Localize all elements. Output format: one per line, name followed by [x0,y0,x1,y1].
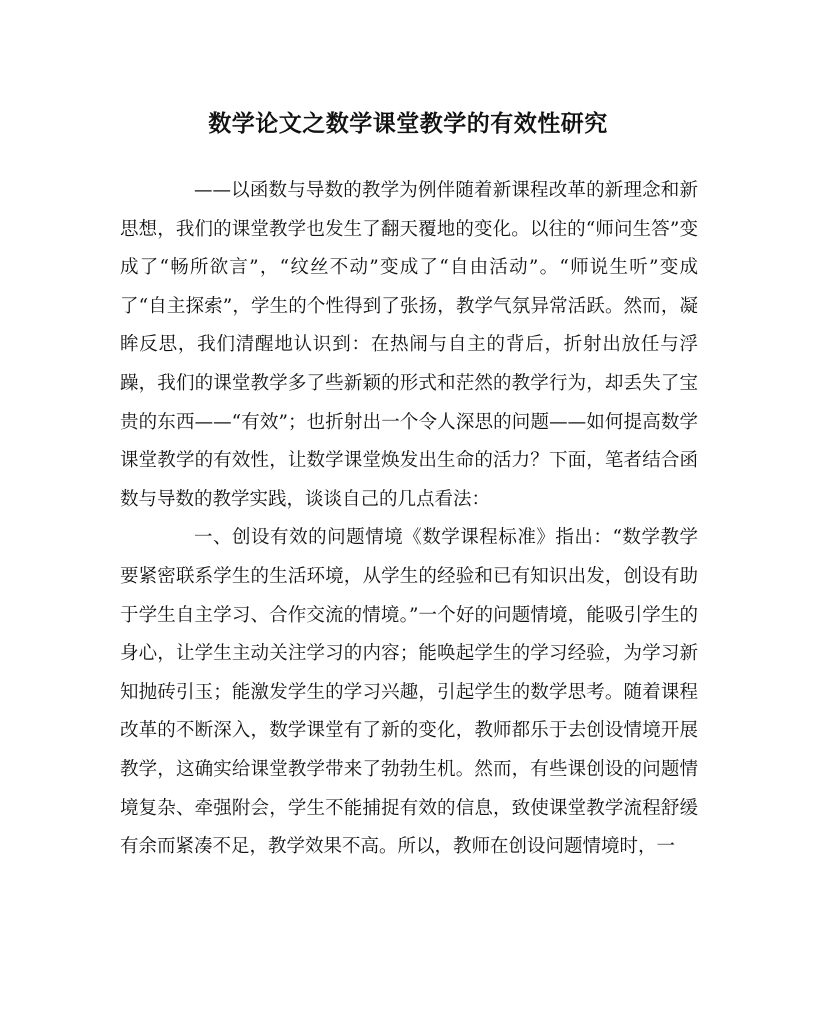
document-title: 数学论文之数学课堂教学的有效性研究 [208,110,608,137]
document-body [120,172,698,867]
paragraph-intro: ——以函数与导数的教学为例伴随着新课程改革的新理念和新思想，我们的课堂教学也发生了翻天覆地的变化。以往的“师问生答”变成了“畅所欲言”，“纹丝不动”变成了“自由活动”。“师说生听”变成了“自主探索”，学生的个性得到了张扬，教学气氛异常活跃。然而，凝眸反思，我们清醒地认识到：在热闹与自主的背后，折射出放任与浮躁，我们的课堂教学多了些新颖的形式和茫然的教学行为，却丢失了宝贵的东西——“有效”；也折射出一个令人深思的问题——如何提高数学课堂教学的有效性，让数学课堂焕发出生命的活力？下面，笔者结合函数与导数的教学实践，谈谈自己的几点看法： [120,180,698,510]
paragraph-section-one: 一、创设有效的问题情境《数学课程标准》指出：“数学教学要紧密联系学生的生活环境，从学生的经验和已有知识出发，创设有助于学生自主学习、合作交流的情境。”一个好的问题情境，能吸引学生的身心，让学生主动关注学习的内容；能唤起学生的学习经验，为学习新知抛砖引玉；能激发学生的学习兴趣，引起学生的数学思考。随着课程改革的不断深入，数学课堂有了新的变化，教师都乐于去创设情境开展教学，这确实给课堂教学带来了勃勃生机。然而，有些课创设的问题情境复杂、牵强附会，学生不能捕捉有效的信息，致使课堂教学流程舒缓有余而紧凑不足，教学效果不高。所以，教师在创设问题情境时，一 [120,527,698,858]
